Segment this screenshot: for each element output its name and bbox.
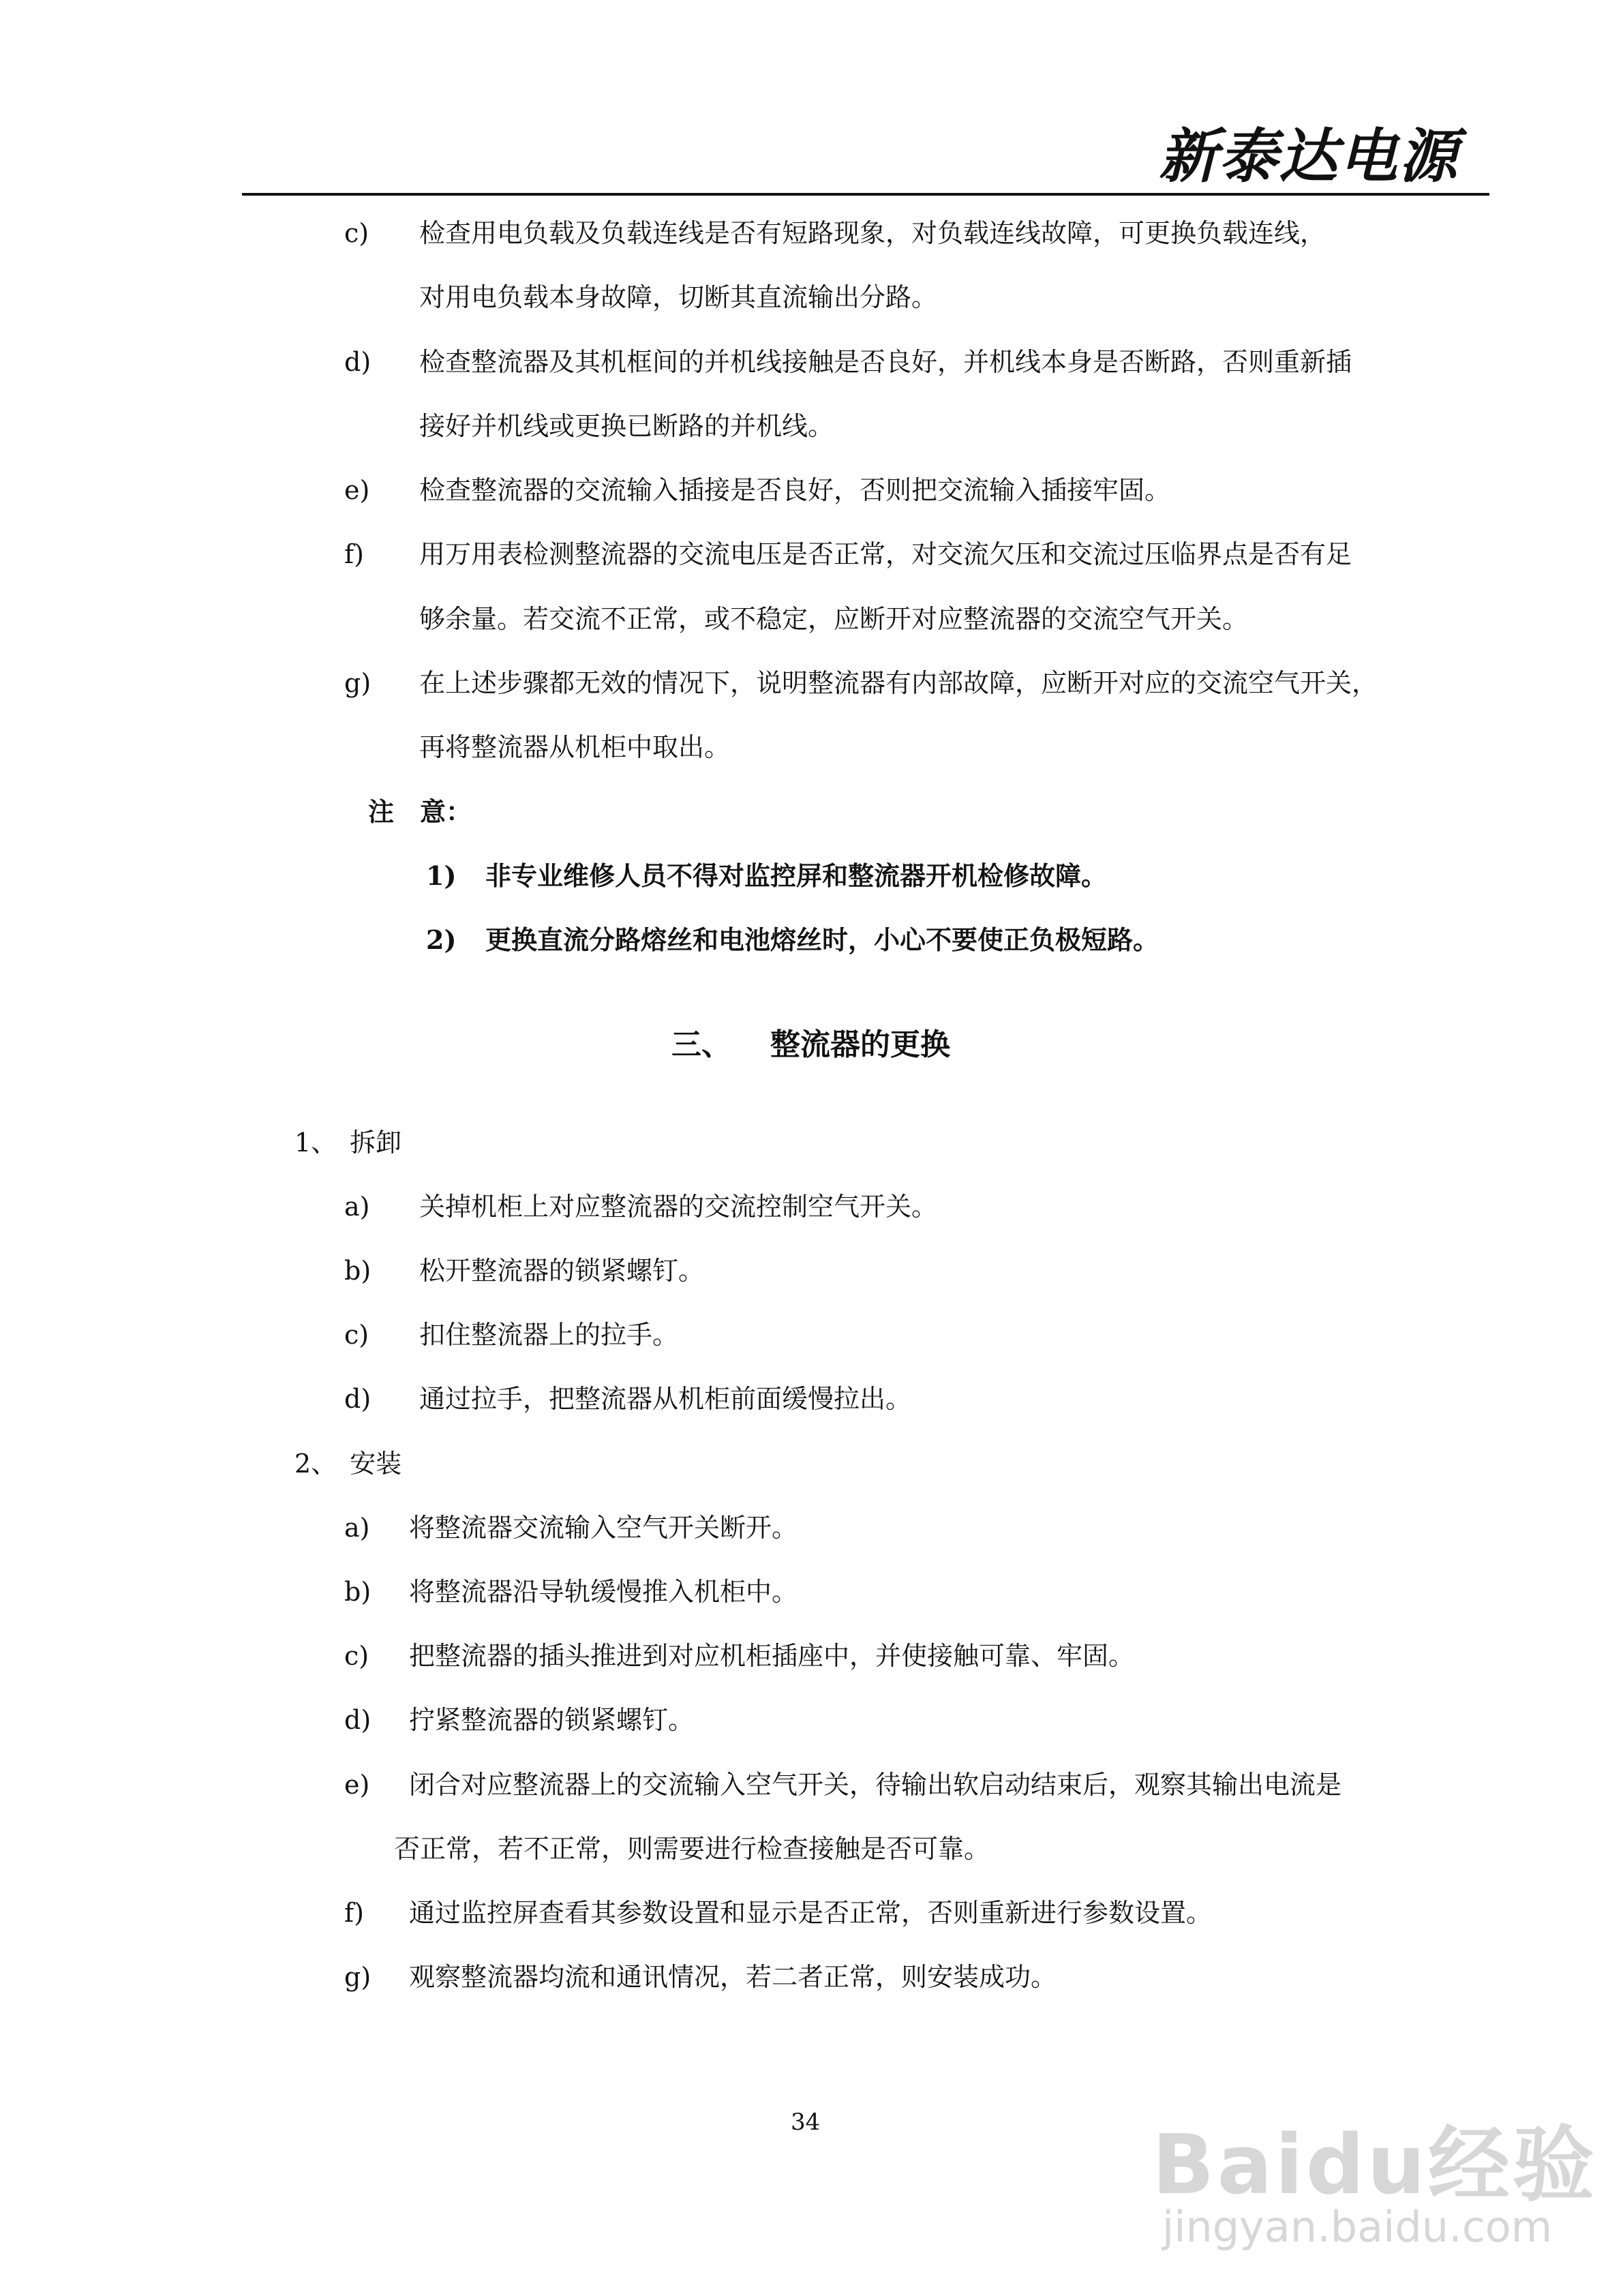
subsection-heading: 2、 安装: [294, 1449, 402, 1479]
note-number: 2): [426, 924, 457, 955]
list-label: e): [344, 1770, 370, 1800]
list-item-text: 通过拉手，把整流器从机柜前面缓慢拉出。: [419, 1384, 912, 1414]
list-item-text: 观察整流器均流和通讯情况，若二者正常，则安装成功。: [409, 1962, 1057, 1992]
list-item-text: 用万用表检测整流器的交流电压是否正常，对交流欠压和交流过压临界点是否有足: [419, 539, 1352, 569]
list-item-continuation: 够余量。若交流不正常，或不稳定，应断开对应整流器的交流空气开关。: [419, 604, 1249, 634]
page-number: 34: [791, 2109, 821, 2136]
list-label: c): [344, 218, 369, 248]
list-item-text: 闭合对应整流器上的交流输入空气开关，待输出软启动结束后，观察其输出电流是: [409, 1770, 1342, 1800]
list-item-text: 将整流器交流输入空气开关断开。: [409, 1513, 798, 1543]
list-item-text: 扣住整流器上的拉手。: [419, 1320, 679, 1350]
list-label: c): [344, 1320, 369, 1350]
subsection-heading: 1、 拆卸: [294, 1128, 402, 1158]
list-item-text: 拧紧整流器的锁紧螺钉。: [409, 1705, 695, 1735]
list-label: g): [344, 1962, 371, 1992]
list-item-text: 松开整流器的锁紧螺钉。: [419, 1256, 705, 1286]
header-rule: [242, 193, 1489, 196]
watermark-logo: Baidu经验: [1152, 2118, 1597, 2213]
list-item-text: 将整流器沿导轨缓慢推入机柜中。: [409, 1577, 798, 1607]
list-item-text: 检查用电负载及负载连线是否有短路现象，对负载连线故障，可更换负载连线，: [419, 218, 1326, 248]
note-number: 1): [426, 860, 457, 891]
list-item-continuation: 再将整流器从机柜中取出。: [419, 732, 731, 762]
note-title: 注 意：: [368, 796, 472, 827]
brand-title: 新泰达电源: [1159, 123, 1459, 191]
list-item-text: 在上述步骤都无效的情况下，说明整流器有内部故障，应断开对应的交流空气开关，: [419, 668, 1378, 698]
section-title: 整流器的更换: [770, 1027, 950, 1062]
list-item-text: 把整流器的插头推进到对应机柜插座中，并使接触可靠、牢固。: [409, 1641, 1135, 1671]
section-number: 三、: [671, 1027, 731, 1062]
list-label: f): [344, 539, 364, 569]
list-label: b): [344, 1256, 371, 1286]
list-label: a): [344, 1513, 370, 1543]
list-label: d): [344, 1705, 371, 1735]
watermark-url: jingyan.baidu.com: [1162, 2202, 1553, 2252]
list-item-text: 通过监控屏查看其参数设置和显示是否正常，否则重新进行参数设置。: [409, 1898, 1213, 1928]
note-text: 非专业维修人员不得对监控屏和整流器开机检修故障。: [485, 860, 1108, 891]
note-text: 更换直流分路熔丝和电池熔丝时，小心不要使正负极短路。: [485, 924, 1159, 955]
list-item-text: 检查整流器及其机框间的并机线接触是否良好，并机线本身是否断路，否则重新插: [419, 347, 1352, 377]
list-label: b): [344, 1577, 371, 1607]
list-label: c): [344, 1641, 369, 1671]
list-label: a): [344, 1192, 370, 1222]
list-item-continuation: 接好并机线或更换已断路的并机线。: [419, 411, 834, 441]
list-label: g): [344, 668, 371, 698]
list-item-continuation: 对用电负载本身故障，切断其直流输出分路。: [419, 282, 938, 312]
list-item-text: 检查整流器的交流输入插接是否良好，否则把交流输入插接牢固。: [419, 475, 1171, 505]
list-label: d): [344, 347, 371, 377]
list-item-text: 关掉机柜上对应整流器的交流控制空气开关。: [419, 1192, 938, 1222]
list-label: d): [344, 1384, 371, 1414]
list-item-continuation: 否正常，若不正常，则需要进行检查接触是否可靠。: [394, 1834, 990, 1864]
list-label: f): [344, 1898, 364, 1928]
list-label: e): [344, 475, 370, 505]
